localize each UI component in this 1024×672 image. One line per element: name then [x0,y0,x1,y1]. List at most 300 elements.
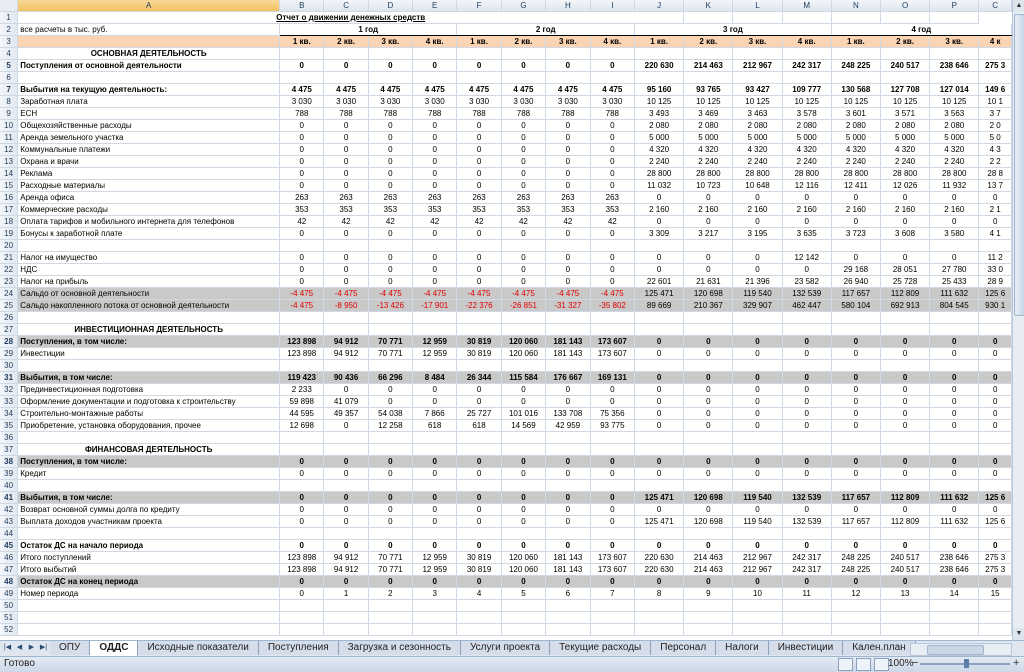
cell[interactable]: 70 771 [368,564,412,576]
cell[interactable]: 0 [930,348,979,360]
cell[interactable]: 0 [733,264,782,276]
cell[interactable] [733,48,782,60]
cell[interactable] [501,612,545,624]
cell[interactable]: 3 030 [501,96,545,108]
cell[interactable] [368,48,412,60]
row-label[interactable] [18,240,280,252]
cell[interactable]: 4 475 [501,84,545,96]
cell[interactable]: 0 [782,396,831,408]
row-label[interactable]: Кредит [18,468,280,480]
cell[interactable] [684,600,733,612]
cell[interactable]: 12 698 [280,420,324,432]
cell[interactable]: 0 [979,504,1012,516]
cell[interactable] [684,360,733,372]
cell[interactable]: 0 [546,384,590,396]
cell[interactable]: 0 [324,132,368,144]
cell[interactable]: 0 [733,192,782,204]
cell[interactable]: 0 [368,252,412,264]
cell[interactable] [368,240,412,252]
cell[interactable]: 12 959 [413,564,457,576]
cell[interactable] [413,432,457,444]
row-label[interactable]: Итого поступлений [18,552,280,564]
cell[interactable] [546,48,590,60]
cell[interactable] [324,240,368,252]
cell[interactable]: 0 [368,516,412,528]
cell[interactable] [18,36,280,48]
cell[interactable] [368,528,412,540]
cell[interactable] [635,72,684,84]
row-header[interactable]: 17 [0,204,18,216]
cell[interactable]: 3 030 [457,96,501,108]
cell[interactable] [324,360,368,372]
sheet-tab[interactable]: ОДДС [90,641,138,656]
cell[interactable]: 0 [635,408,684,420]
cell[interactable]: 0 [457,468,501,480]
cell[interactable] [280,360,324,372]
cell[interactable] [501,48,545,60]
cell[interactable]: 0 [457,492,501,504]
cell[interactable] [457,48,501,60]
cell[interactable] [457,528,501,540]
cell[interactable] [831,324,880,336]
row-header[interactable]: 14 [0,168,18,180]
cell[interactable]: 0 [413,468,457,480]
cell[interactable]: 0 [684,348,733,360]
cell[interactable] [635,312,684,324]
cell[interactable]: 2 160 [782,204,831,216]
cell[interactable]: 0 [635,264,684,276]
cell[interactable] [457,360,501,372]
cell[interactable]: 10 [733,588,782,600]
cell[interactable] [733,480,782,492]
cell[interactable] [979,444,1012,456]
cell[interactable] [979,324,1012,336]
cell[interactable]: 0 [368,156,412,168]
cell[interactable]: 173 607 [590,348,634,360]
row-label[interactable]: Выбытия, в том числе: [18,372,280,384]
cell[interactable]: 4 320 [831,144,880,156]
cell[interactable]: 462 447 [782,300,831,312]
column-header-a[interactable]: A [18,0,280,12]
cell[interactable]: 0 [831,420,880,432]
cell[interactable]: 0 [635,396,684,408]
cell[interactable]: 123 898 [280,564,324,576]
cell[interactable]: 0 [930,504,979,516]
vertical-scroll-thumb[interactable] [1014,14,1024,316]
cell[interactable]: 42 [546,216,590,228]
cell[interactable]: 0 [413,264,457,276]
cell[interactable]: 0 [324,504,368,516]
row-label[interactable]: Оформление документации и подготовка к строительству [18,396,280,408]
cell[interactable] [501,324,545,336]
row-label[interactable] [18,612,280,624]
row-header[interactable]: 39 [0,468,18,480]
cell[interactable]: 11 [782,588,831,600]
cell[interactable]: 0 [880,504,929,516]
cell[interactable]: 0 [979,576,1012,588]
cell[interactable]: 10 125 [733,96,782,108]
cell[interactable]: 2 240 [635,156,684,168]
cell[interactable] [979,240,1012,252]
cell[interactable]: 0 [280,168,324,180]
cell[interactable]: 0 [979,192,1012,204]
cell[interactable] [979,72,1012,84]
cell[interactable] [782,48,831,60]
cell[interactable] [979,312,1012,324]
cell[interactable] [782,480,831,492]
cell[interactable]: 33 0 [979,264,1012,276]
row-header[interactable]: 29 [0,348,18,360]
cell[interactable]: 109 777 [782,84,831,96]
cell[interactable] [324,612,368,624]
cell[interactable]: 0 [782,576,831,588]
cell[interactable]: 0 [635,468,684,480]
cell[interactable]: 0 [880,576,929,588]
cell[interactable]: 0 [979,540,1012,552]
cell[interactable]: 0 [635,192,684,204]
cell[interactable]: 0 [979,408,1012,420]
cell[interactable]: 14 569 [501,420,545,432]
cell[interactable]: 788 [546,108,590,120]
cell[interactable]: 0 [501,396,545,408]
row-header[interactable]: 43 [0,516,18,528]
cell[interactable]: 0 [635,252,684,264]
cell[interactable]: 0 [413,132,457,144]
cell[interactable]: 2 080 [733,120,782,132]
cell[interactable]: 0 [457,252,501,264]
cell[interactable] [930,624,979,636]
cell[interactable] [324,528,368,540]
cell[interactable]: 120 698 [684,288,733,300]
cell[interactable] [368,432,412,444]
cell[interactable]: 353 [413,204,457,216]
cell[interactable] [501,600,545,612]
cell[interactable]: 4 475 [280,84,324,96]
cell[interactable] [684,48,733,60]
cell[interactable]: 125 6 [979,492,1012,504]
cell[interactable]: 70 771 [368,348,412,360]
cell[interactable]: 0 [501,156,545,168]
cell[interactable]: 788 [501,108,545,120]
cell[interactable] [880,360,929,372]
row-label[interactable]: Сальдо от основной деятельности [18,288,280,300]
cell[interactable]: 2 1 [979,204,1012,216]
cell[interactable] [831,312,880,324]
cell[interactable]: 0 [413,180,457,192]
cell[interactable]: 7 [590,588,634,600]
cell[interactable]: 132 539 [782,516,831,528]
cell[interactable] [831,240,880,252]
cell[interactable]: 181 143 [546,552,590,564]
cell[interactable]: 120 060 [501,348,545,360]
cell[interactable]: -26 851 [501,300,545,312]
cell[interactable]: 11 032 [635,180,684,192]
cell[interactable]: 0 [413,168,457,180]
cell[interactable] [831,600,880,612]
sheet-tab[interactable]: Персонал [651,641,716,655]
cell[interactable]: 7 866 [413,408,457,420]
cell[interactable]: 0 [413,492,457,504]
row-header[interactable]: 19 [0,228,18,240]
cell[interactable]: 89 669 [635,300,684,312]
cell[interactable]: 11 2 [979,252,1012,264]
cell[interactable] [831,480,880,492]
first-sheet-icon[interactable]: |◀ [3,644,12,651]
row-label[interactable] [18,600,280,612]
cell[interactable]: 4 [457,588,501,600]
cell[interactable]: 10 125 [831,96,880,108]
cell[interactable]: 2 160 [880,204,929,216]
cell[interactable]: 119 540 [733,288,782,300]
cell[interactable]: 0 [501,132,545,144]
cell[interactable]: 0 [733,540,782,552]
cell[interactable]: 0 [930,396,979,408]
cell[interactable]: 275 3 [979,564,1012,576]
last-sheet-icon[interactable]: ▶| [39,644,48,651]
cell[interactable]: 0 [280,516,324,528]
cell[interactable]: 353 [457,204,501,216]
cell[interactable]: 101 016 [501,408,545,420]
cell[interactable]: 3 578 [782,108,831,120]
cell[interactable]: -4 475 [280,300,324,312]
cell[interactable]: 115 584 [501,372,545,384]
cell[interactable]: 788 [280,108,324,120]
cell[interactable]: 1 [324,588,368,600]
cell[interactable]: 0 [979,420,1012,432]
cell[interactable]: 30 819 [457,348,501,360]
cell[interactable] [831,528,880,540]
cell[interactable]: 6 [546,588,590,600]
cell[interactable]: 242 317 [782,60,831,72]
cell[interactable] [590,612,634,624]
cell[interactable] [733,324,782,336]
cell[interactable]: 30 819 [457,564,501,576]
cell[interactable]: 248 225 [831,564,880,576]
cell[interactable]: 2 233 [280,384,324,396]
cell[interactable] [782,324,831,336]
cell[interactable]: 248 225 [831,552,880,564]
cell[interactable]: 242 317 [782,564,831,576]
cell[interactable] [733,240,782,252]
cell[interactable]: 329 907 [733,300,782,312]
cell[interactable]: 0 [324,228,368,240]
cell[interactable]: 90 436 [324,372,368,384]
cell[interactable]: 5 000 [684,132,733,144]
cell[interactable]: 263 [590,192,634,204]
cell[interactable]: 0 [413,156,457,168]
cell[interactable] [590,48,634,60]
cell[interactable]: 112 809 [880,492,929,504]
cell[interactable]: 263 [368,192,412,204]
cell[interactable]: 0 [684,252,733,264]
cell[interactable]: 28 9 [979,276,1012,288]
cell[interactable]: 120 060 [501,336,545,348]
cell[interactable] [546,528,590,540]
cell[interactable]: 0 [590,456,634,468]
cell[interactable]: 3 469 [684,108,733,120]
row-label[interactable]: ИНВЕСТИЦИОННАЯ ДЕЯТЕЛЬНОСТЬ [18,324,280,336]
cell[interactable]: 0 [590,504,634,516]
cell[interactable] [590,528,634,540]
cell[interactable] [501,360,545,372]
column-header-p[interactable]: P [930,0,979,12]
cell[interactable] [782,444,831,456]
cell[interactable]: -4 475 [368,288,412,300]
cell[interactable]: -31 327 [546,300,590,312]
cell[interactable] [457,240,501,252]
cell[interactable]: 0 [413,228,457,240]
cell[interactable]: 0 [930,372,979,384]
cell[interactable]: 0 [324,144,368,156]
cell[interactable] [280,240,324,252]
row-label[interactable]: Строительно-монтажные работы [18,408,280,420]
cell[interactable]: 0 [831,504,880,516]
cell[interactable]: 0 [546,132,590,144]
row-label[interactable] [18,432,280,444]
cell[interactable]: 11 932 [930,180,979,192]
cell[interactable]: 10 125 [684,96,733,108]
sheet-tab[interactable]: Исходные показатели [138,641,258,655]
column-header-c[interactable]: C [324,0,368,12]
column-header-n[interactable]: N [831,0,880,12]
cell[interactable]: 0 [457,516,501,528]
cell[interactable]: 0 [590,144,634,156]
row-header[interactable]: 40 [0,480,18,492]
cell[interactable] [782,12,831,24]
cell[interactable]: 0 [324,252,368,264]
cell[interactable]: 0 [880,420,929,432]
cell[interactable]: 788 [368,108,412,120]
cell[interactable]: 42 [324,216,368,228]
cell[interactable] [501,624,545,636]
cell[interactable]: 0 [324,156,368,168]
cell[interactable] [368,480,412,492]
cell[interactable]: 0 [280,492,324,504]
cell[interactable] [684,12,733,24]
row-header[interactable]: 10 [0,120,18,132]
cell[interactable]: 0 [546,576,590,588]
cell[interactable] [457,612,501,624]
cell[interactable] [880,612,929,624]
cell[interactable] [979,528,1012,540]
cell[interactable] [880,72,929,84]
cell[interactable]: 42 [413,216,457,228]
row-label[interactable]: НДС [18,264,280,276]
cell[interactable]: 0 [280,120,324,132]
cell[interactable] [280,312,324,324]
cell[interactable]: 0 [930,468,979,480]
cell[interactable]: 0 [880,396,929,408]
cell[interactable] [733,432,782,444]
cell[interactable]: 12 411 [831,180,880,192]
cell[interactable]: 0 [684,396,733,408]
row-label[interactable] [18,480,280,492]
cell[interactable]: 0 [501,468,545,480]
cell[interactable]: 5 000 [782,132,831,144]
row-header[interactable]: 49 [0,588,18,600]
cell[interactable]: 0 [930,336,979,348]
cell[interactable]: 119 540 [733,492,782,504]
cell[interactable]: 3 030 [324,96,368,108]
cell[interactable] [590,480,634,492]
cell[interactable] [635,444,684,456]
cell[interactable]: 93 775 [590,420,634,432]
row-header[interactable]: 26 [0,312,18,324]
cell[interactable] [590,72,634,84]
row-label[interactable]: Номер периода [18,588,280,600]
cell[interactable] [324,624,368,636]
row-header[interactable]: 48 [0,576,18,588]
row-label[interactable]: Бонусы к заработной плате [18,228,280,240]
cell[interactable]: 0 [413,456,457,468]
cell[interactable]: 0 [457,384,501,396]
cell[interactable]: 130 568 [831,84,880,96]
cell[interactable] [590,444,634,456]
cell[interactable]: 0 [880,456,929,468]
cell[interactable] [880,600,929,612]
column-header-m[interactable]: M [782,0,831,12]
cell[interactable]: 3 608 [880,228,929,240]
row-header[interactable]: 52 [0,624,18,636]
cell[interactable]: 0 [831,372,880,384]
cell[interactable] [501,240,545,252]
cell[interactable] [413,528,457,540]
cell[interactable] [546,240,590,252]
cell[interactable]: 2 160 [930,204,979,216]
cell[interactable] [880,432,929,444]
column-header-h[interactable]: H [546,0,590,12]
vertical-scrollbar[interactable] [1012,0,1024,640]
cell[interactable]: 0 [684,264,733,276]
cell[interactable]: 0 [590,60,634,72]
row-label[interactable]: Возврат основной суммы долга по кредиту [18,504,280,516]
cell[interactable] [280,612,324,624]
cell[interactable] [979,624,1012,636]
cell[interactable]: 70 771 [368,552,412,564]
cell[interactable] [413,600,457,612]
cell[interactable] [324,444,368,456]
horizontal-scroll-thumb[interactable] [927,645,984,655]
cell[interactable]: 0 [590,156,634,168]
row-label[interactable]: Коммерческие расходы [18,204,280,216]
cell[interactable]: 240 517 [880,60,929,72]
column-header-b[interactable]: B [280,0,324,12]
cell[interactable]: 0 [413,504,457,516]
column-header-l[interactable]: L [733,0,782,12]
cell[interactable]: 0 [324,516,368,528]
cell[interactable] [280,432,324,444]
cell[interactable] [280,48,324,60]
cell[interactable]: 0 [457,504,501,516]
cell[interactable] [368,612,412,624]
cell[interactable]: 3 7 [979,108,1012,120]
row-label[interactable]: Налог на имущество [18,252,280,264]
cell[interactable] [930,360,979,372]
row-label[interactable]: Общехозяйственные расходы [18,120,280,132]
cell[interactable]: 0 [501,276,545,288]
cell[interactable]: 26 940 [831,276,880,288]
cell[interactable]: 0 [501,516,545,528]
scroll-up-icon[interactable]: ▲ [1013,0,1024,12]
cell[interactable]: 127 708 [880,84,929,96]
cell[interactable] [280,528,324,540]
cell[interactable]: 0 [546,60,590,72]
cell[interactable]: 0 [501,492,545,504]
cell[interactable]: 0 [880,384,929,396]
cell[interactable]: 0 [733,384,782,396]
cell[interactable]: 25 433 [930,276,979,288]
cell[interactable]: 212 967 [733,552,782,564]
